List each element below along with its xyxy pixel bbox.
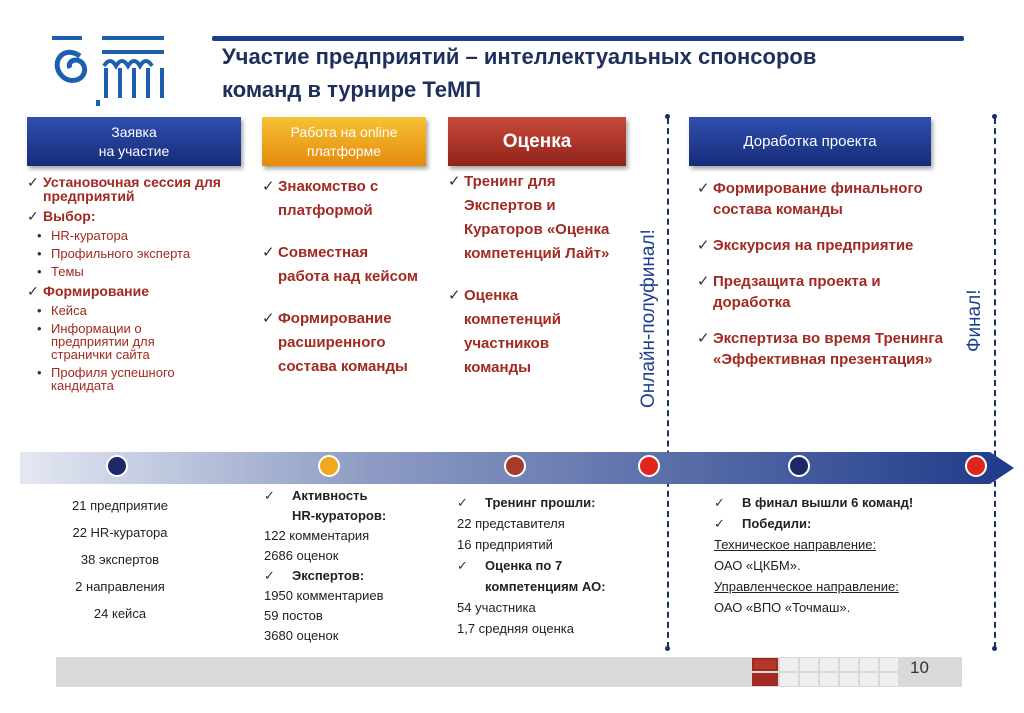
col2-item-intro: ✓ Знакомство с платформой <box>262 175 422 223</box>
milestone-dot-semifinal <box>638 455 660 477</box>
stat-line: ОАО «ЦКБМ». <box>714 558 801 573</box>
col1-forming-list <box>27 304 247 392</box>
stat-heading: HR-кураторов: <box>292 508 387 523</box>
final-label: Финал! <box>964 289 985 352</box>
milestone-dot-refinement <box>788 455 810 477</box>
final-divider-bottom <box>992 646 997 651</box>
stage-project-refinement: Доработка проекта <box>689 117 931 166</box>
col1-item-session: ✓ Установочная сессия для предприятий <box>27 175 247 203</box>
col4-item-final-team: ✓ Формирование финального состава команды <box>697 178 957 220</box>
semifinal-divider <box>667 118 669 648</box>
stat-line: 54 участника <box>457 600 536 615</box>
col4-item-predefense: ✓ Предзащита проекта и доработка <box>697 271 957 313</box>
col3-item-training: ✓ Тренинг для Экспертов и Кураторов «Оценка компетенций Лайт» <box>448 170 616 266</box>
col4-item-excursion: ✓ Экскурсия на предприятие <box>697 235 957 256</box>
stage-online-platform <box>262 117 426 166</box>
list-item: • Кейса <box>51 304 247 317</box>
stat-direction-management: Управленческое направление: <box>714 579 899 594</box>
list-item: • Профильного эксперта <box>51 247 247 260</box>
stat-heading: ✓ Победили: <box>714 513 964 534</box>
stat-heading: ✓ Оценка по 7 компетенциям АО: <box>457 555 647 597</box>
title-line-2: команд в турнире ТеМП <box>222 77 482 102</box>
col4-item-expertise: ✓ Экспертиза во время Тренинга «Эффективная презентация» <box>697 328 957 370</box>
column-online-platform <box>262 175 422 379</box>
stat-line: 122 комментария <box>264 528 370 543</box>
milestone-dot-final <box>965 455 987 477</box>
page-title <box>222 40 982 106</box>
stage-online-line2: платформе <box>306 142 382 159</box>
col2-item-joint-work: ✓ Совместная работа над кейсом <box>262 241 422 289</box>
list-item: • Профиля успешного кандидата <box>51 366 221 392</box>
stat-line: 2 направления <box>75 579 165 594</box>
col1-choice-list <box>27 229 247 278</box>
stats-online <box>264 486 434 646</box>
stat-heading: ✓ Экспертов: <box>264 566 434 586</box>
stat-heading: ✓ Тренинг прошли: <box>457 492 647 513</box>
milestone-dot-evaluation <box>504 455 526 477</box>
stage-application <box>27 117 241 166</box>
column-refinement <box>697 178 957 370</box>
stat-line: ОАО «ВПО «Точмаш». <box>714 600 851 615</box>
semifinal-divider-top <box>665 114 670 119</box>
stat-line: 2686 оценок <box>264 548 339 563</box>
stat-line: 1950 комментариев <box>264 588 384 603</box>
list-item: • Информации о предприятии для странички сайта <box>51 322 201 361</box>
stage-application-line2: на участие <box>98 142 170 159</box>
milestone-dot-online <box>318 455 340 477</box>
stage-evaluation: Оценка <box>448 117 626 166</box>
stat-line: 16 предприятий <box>457 537 553 552</box>
stat-line: 38 экспертов <box>80 552 160 567</box>
semifinal-label: Онлайн-полуфинал! <box>638 229 659 408</box>
final-divider-top <box>992 114 997 119</box>
stat-direction-technical: Техническое направление: <box>714 537 877 552</box>
company-logo <box>52 36 168 106</box>
column-evaluation <box>448 170 616 380</box>
stats-application <box>40 492 200 627</box>
page-number: 10 <box>910 658 929 677</box>
stats-final <box>714 492 964 618</box>
stage-online-line1: Работа на online <box>290 123 398 140</box>
final-divider <box>994 118 996 648</box>
stat-line: 59 постов <box>264 608 323 623</box>
stat-line: 22 представителя <box>457 516 565 531</box>
stat-line: 1,7 средняя оценка <box>457 621 574 636</box>
title-line-1: Участие предприятий – интеллектуальных спонсоров <box>222 44 817 69</box>
stats-evaluation <box>457 492 647 639</box>
column-application <box>27 175 247 397</box>
milestone-dot-application <box>106 455 128 477</box>
list-item: • HR-куратора <box>51 229 247 242</box>
col2-item-team: ✓ Формирование расширенного состава команды <box>262 307 422 379</box>
stat-line: 3680 оценок <box>264 628 339 643</box>
stat-line: 22 HR-куратора <box>72 525 168 540</box>
stat-line: 21 предприятие <box>72 498 168 513</box>
col1-item-choice: ✓ Выбор: <box>27 208 247 224</box>
list-item: • Темы <box>51 265 247 278</box>
stat-line: 24 кейса <box>93 606 147 621</box>
semifinal-divider-bottom <box>665 646 670 651</box>
stat-heading: ✓ Активность <box>264 486 434 506</box>
stat-heading: ✓ В финал вышли 6 команд! <box>714 492 964 513</box>
col3-item-assessment: ✓ Оценка компетенций участников команды <box>448 284 616 380</box>
footer-grid-decoration <box>752 658 902 691</box>
col1-item-forming: ✓ Формирование <box>27 283 247 299</box>
stage-application-line1: Заявка <box>111 123 157 140</box>
